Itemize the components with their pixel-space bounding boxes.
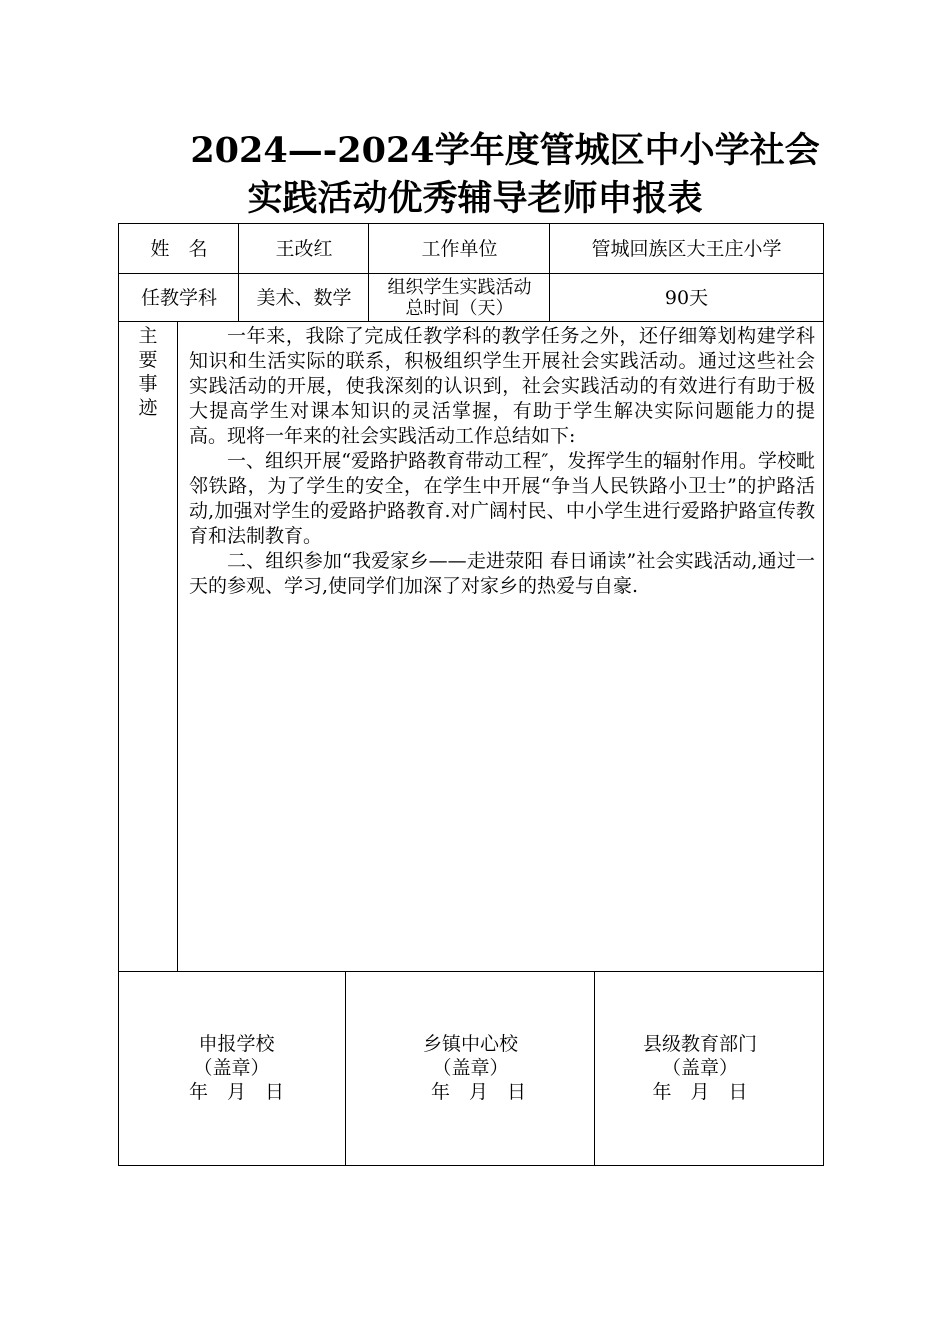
- column-divider: [549, 224, 550, 321]
- main-deeds-label-char: 要: [138, 349, 158, 371]
- signature-date: 年 月 日: [431, 1081, 527, 1103]
- signature-date: 年 月 日: [652, 1081, 748, 1103]
- work-unit-value: 管城回族区大王庄小学: [591, 238, 782, 260]
- signature-applying-school: [189, 1032, 284, 1104]
- main-deeds-label-char: 主: [138, 325, 158, 347]
- row-divider: [119, 971, 823, 972]
- signature-seal: （盖章）: [432, 1057, 509, 1079]
- name-value: 王改红: [275, 238, 333, 260]
- activity-time-label: 组织学生实践活动总时间（天）: [387, 277, 532, 319]
- signature-date: 年 月 日: [189, 1081, 285, 1103]
- column-divider: [594, 971, 595, 1165]
- name-label: 姓 名: [150, 238, 208, 260]
- main-deeds-label-char: 迹: [138, 397, 158, 419]
- form-title-line1: 2024—-2024学年度管城区中小学社会: [190, 130, 820, 171]
- main-deeds-label: [119, 322, 177, 420]
- column-divider: [177, 321, 178, 971]
- deeds-paragraph: 一年来，我除了完成任教学科的教学任务之外，还仔细筹划构建学科知识和生活实际的联系，积极组织学生开展社会实践活动。通过这些社会实践活动的开展，使我深刻的认识到，社会实践活动的有效进行有助于极大提高学生对课本知识的灵活掌握，有助于学生解决实际问题能力的提高。现将一年来的社会实践活动工作总结如下:: [189, 325, 815, 447]
- form-title-line2: 实践活动优秀辅导老师申报表: [247, 178, 703, 219]
- activity-time-value: 90天: [664, 287, 709, 309]
- signature-seal: （盖章）: [193, 1057, 270, 1079]
- main-deeds-content: [189, 322, 815, 599]
- main-deeds-label-char: 事: [138, 373, 158, 395]
- subject-label: 任教学科: [140, 287, 217, 309]
- signature-org: 县级教育部门: [643, 1033, 758, 1055]
- signature-township-center-school: [415, 1032, 526, 1104]
- column-divider: [368, 224, 369, 321]
- column-divider: [345, 971, 346, 1165]
- signature-org: 乡镇中心校: [423, 1033, 519, 1055]
- signature-org: 申报学校: [198, 1033, 275, 1055]
- column-divider: [238, 224, 239, 321]
- deeds-paragraph: 二、组织参加“我爱家乡——走进荥阳 春日诵读”社会实践活动,通过一天的参观、学习,使同学们加深了对家乡的热爱与自豪.: [189, 550, 815, 597]
- signature-county-education-dept: [643, 1032, 757, 1104]
- deeds-paragraph: 一、组织开展“爱路护路教育带动工程″，发挥学生的辐射作用。学校毗邻铁路，为了学生的安全，在学生中开展“争当人民铁路小卫士”的护路活动,加强对学生的爱路护路教育.对广阔村民、中小学生进行爱路护路宣传教育和法制教育。: [189, 450, 815, 547]
- subject-value: 美术、数学: [256, 287, 352, 309]
- signature-seal: （盖章）: [662, 1057, 739, 1079]
- row-divider: [119, 273, 823, 274]
- work-unit-label: 工作单位: [421, 238, 498, 260]
- application-form-table: [118, 223, 824, 1166]
